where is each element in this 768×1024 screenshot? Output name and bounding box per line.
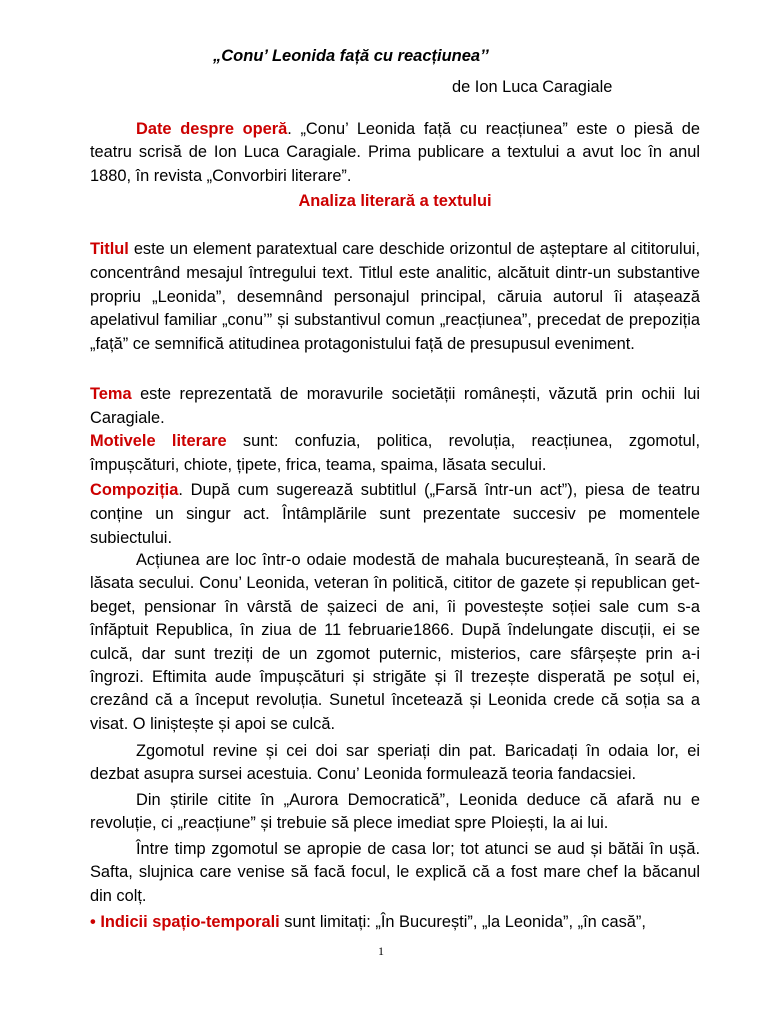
intro-text: . „Conu’ Leonida față cu reacțiunea” este o piesă de teatru scrisă de Ion Luca Caragiale. Prima publicare a textului a avut loc în anul 1880, în revista „Convorbiri literare”. <box>90 120 700 185</box>
tema-label: Tema <box>90 385 132 403</box>
motivele-text: sunt: confuzia, politica, revoluția, reacțiunea, zgomotul, împușcături, chiote, țipete, frica, teama, spaima, lăsata secului. <box>90 432 700 475</box>
intro-label: Date despre operă <box>136 120 288 138</box>
indicii-paragraph <box>90 911 700 934</box>
safta-paragraph: Între timp zgomotul se apropie de casa lor; tot atunci se aud și bătăi în ușă. Safta, slujnica care venise să facă focul, le explică că a fost mare chef la băcanul din colț. <box>90 840 700 905</box>
document-title: „Conu’ Leonida față cu reacțiunea’’ <box>213 47 489 65</box>
page-number: 1 <box>378 944 384 958</box>
zgomot-paragraph: Zgomotul revine și cei doi sar speriați din pat. Baricadați în odaia lor, ei dezbat asupra sursei acestuia. Conu’ Leonida formulează teoria fandacsiei. <box>90 742 700 784</box>
titlul-label: Titlul <box>90 240 129 258</box>
motivele-paragraph <box>90 430 700 478</box>
titlul-text: este un element paratextual care deschide orizontul de așteptare al cititorului, concentrând mesajul întregului text. Titlul este analitic, alcătuit dintr-un substantive propriu „Leonida”, desemnând personajul principal, căruia autorul îi atașează apelativul familiar „conu’” și substantivul comun „reacțiunea”, precedat de prepoziția „față” ce semnifică atitudinea protagonistului față de presupusul eveniment. <box>90 240 700 353</box>
indicii-text: sunt limitați: „În București”, „la Leonida”, „în casă”, <box>279 913 646 931</box>
tema-text: este reprezentată de moravurile societății românești, văzută prin ochii lui Caragiale. <box>90 385 700 428</box>
intro-paragraph <box>90 118 700 188</box>
tema-paragraph <box>90 383 700 431</box>
titlul-paragraph <box>90 238 700 356</box>
stiri-paragraph: Din știrile citite în „Aurora Democratică”, Leonida deduce că afară nu e revoluție, ci „reacțiune” și trebuie să plece imediat spre Ploiești, la ai lui. <box>90 791 700 833</box>
compozitia-paragraph <box>90 479 700 550</box>
document-author: de Ion Luca Caragiale <box>452 78 613 96</box>
compozitia-label: Compoziția <box>90 481 179 499</box>
compozitia-text: . După cum sugerează subtitlul („Farsă într-un act”), piesa de teatru conține un singur act. Întâmplările sunt prezentate succesiv pe momentele subiectului. <box>90 481 700 547</box>
section-heading: Analiza literară a textului <box>298 192 492 210</box>
actiune-paragraph: Acțiunea are loc într-o odaie modestă de mahala bucureșteană, în seară de lăsata secului. Conu’ Leonida, veteran în politică, cititor de gazete și republican get-beget, pensionar în vârstă de șaizeci de ani, îi povestește soției sale cum s-a înfăptuit Republica, în ziua de 11 februarie1866. După îndelungate discuții, ei se culcă, dar sunt treziți de un zgomot puternic, misterios, care sfârșește prin a-i îngrozi. Eftimita aude împușcături și strigăte și îl trezește disperată pe soțul ei, crezând că a început revoluția. Sunetul încetează și Leonida crede că soția sa a visat. O liniștește și apoi se culcă. <box>90 551 700 733</box>
motivele-label: Motivele literare <box>90 432 227 450</box>
indicii-label: Indicii spațio-temporali <box>100 913 280 931</box>
round-bullet-icon: • <box>90 913 96 931</box>
